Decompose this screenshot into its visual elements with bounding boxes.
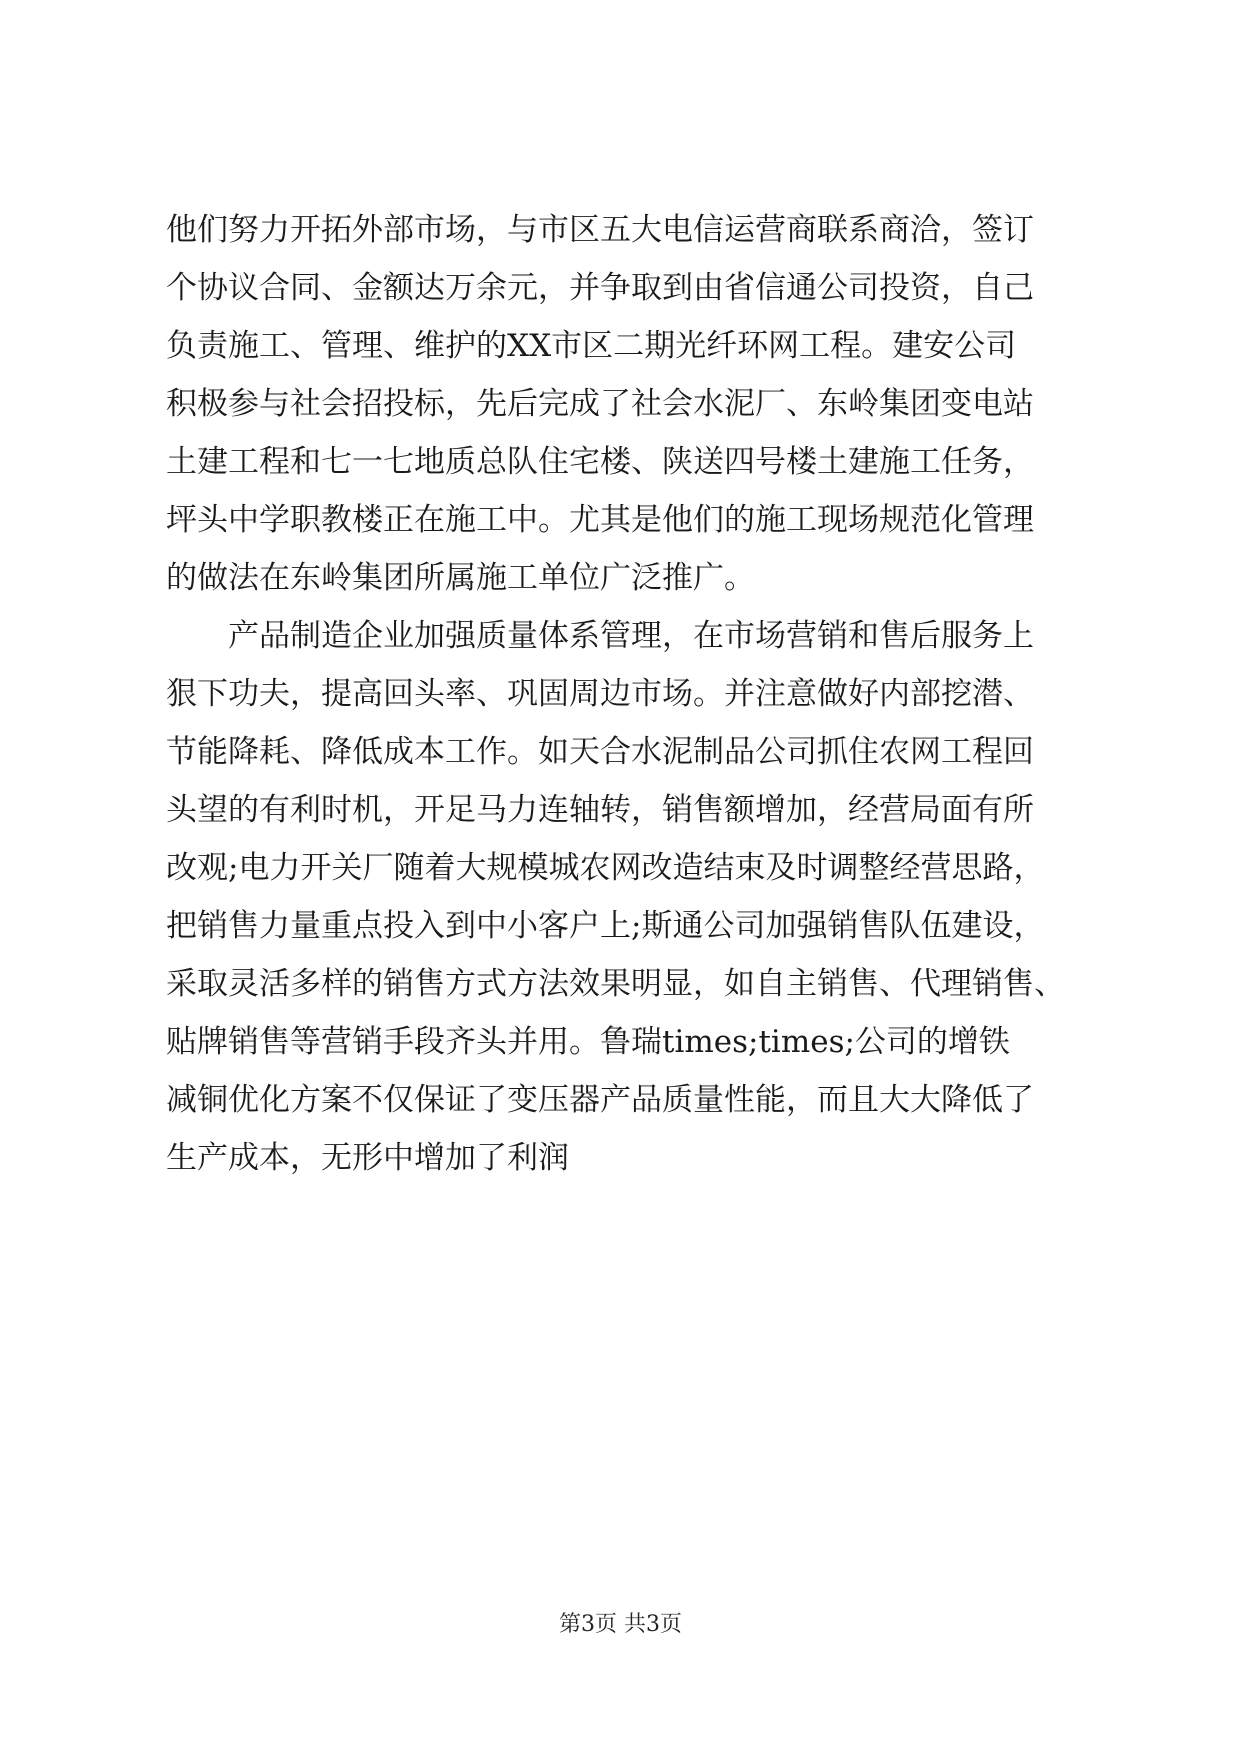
body-line-3: 负责施工、管理、维护的XX市区二期光纤环网工程。建安公司: [166, 328, 1017, 364]
body-line-17: 生产成本，无形中增加了利润: [166, 1140, 569, 1176]
body-line-15: 贴牌销售等营销手段齐头并用。鲁瑞times;times;公司的增铁: [166, 1024, 1010, 1060]
body-line-13: 把销售力量重点投入到中小客户上;斯通公司加强销售队伍建设，: [166, 908, 1045, 944]
body-line-5: 土建工程和七一七地质总队住宅楼、陕送四号楼土建施工任务，: [166, 444, 1034, 480]
body-line-11: 头望的有利时机，开足马力连轴转，销售额增加，经营局面有所: [166, 792, 1034, 828]
body-line-8: 产品制造企业加强质量体系管理，在市场营销和售后服务上: [166, 618, 1034, 654]
body-line-2: 个协议合同、金额达万余元，并争取到由省信通公司投资，自己: [166, 270, 1034, 306]
body-line-10: 节能降耗、降低成本工作。如天合水泥制品公司抓住农网工程回: [166, 734, 1034, 770]
body-line-6: 坪头中学职教楼正在施工中。尤其是他们的施工现场规范化管理: [166, 502, 1034, 538]
body-line-7: 的做法在东岭集团所属施工单位广泛推广。: [166, 560, 755, 596]
body-line-9: 狠下功夫，提高回头率、巩固周边市场。并注意做好内部挖潜、: [166, 676, 1034, 712]
body-line-16: 减铜优化方案不仅保证了变压器产品质量性能，而且大大降低了: [166, 1082, 1034, 1118]
body-line-4: 积极参与社会招投标，先后完成了社会水泥厂、东岭集团变电站: [166, 386, 1034, 422]
body-line-14: 采取灵活多样的销售方式方法效果明显，如自主销售、代理销售、: [166, 966, 1065, 1002]
body-line-1: 他们努力开拓外部市场，与市区五大电信运营商联系商洽，签订: [166, 212, 1034, 248]
body-line-12: 改观;电力开关厂随着大规模城农网改造结束及时调整经营思路，: [166, 850, 1045, 886]
page-number-footer: 第3页 共3页: [559, 1612, 682, 1637]
